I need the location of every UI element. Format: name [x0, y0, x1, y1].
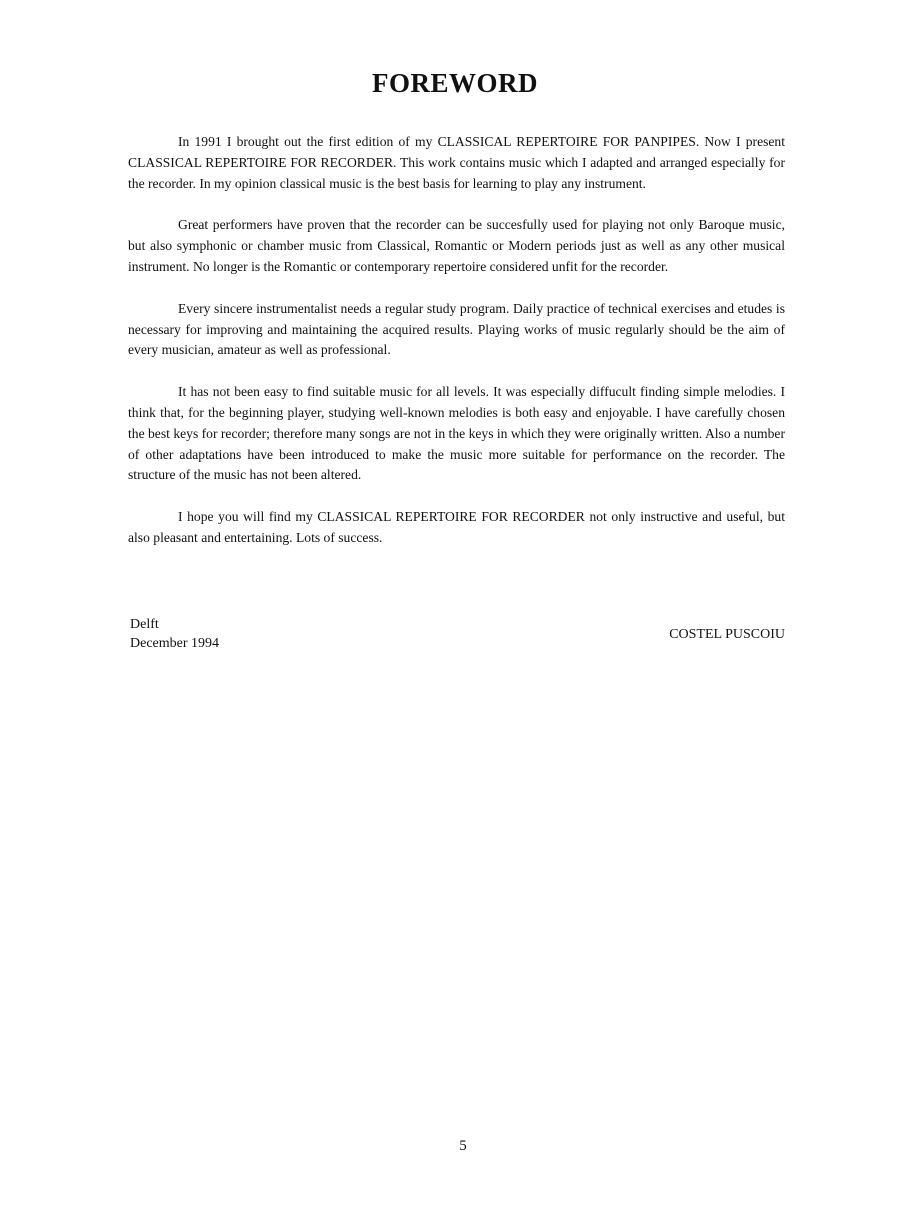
paragraph-3: Every sincere instrumentalist needs a regular study program. Daily practice of technical exercises and etudes is necessary for improving and maintaining the acquired results. Playing works of music regularly should be the aim of every musician, amateur as well as professional. — [128, 300, 785, 358]
page-title: FOREWORD — [372, 68, 538, 98]
page-number: 5 — [459, 1138, 467, 1154]
signature-date: December 1994 — [130, 636, 220, 651]
foreword-body — [128, 132, 785, 570]
signature-author: COSTEL PUSCOIU — [669, 627, 785, 642]
paragraph-1: In 1991 I brought out the first edition of my CLASSICAL REPERTOIRE FOR PANPIPES. Now I present CLASSICAL REPERTOIRE FOR RECORDER. This work contains music which I adapted and arranged especially for the recorder. In my opinion classical music is the best basis for learning to play any instrument. — [128, 134, 785, 191]
signature-place: Delft — [130, 617, 159, 632]
paragraph-5: I hope you will find my CLASSICAL REPERTOIRE FOR RECORDER not only instructive and useful, but also pleasant and entertaining. Lots of success. — [128, 509, 785, 545]
paragraph-4: It has not been easy to find suitable music for all levels. It was especially diffucult finding simple melodies. I think that, for the beginning player, studying well-known melodies is both easy and enjoyable. I have carefully chosen the best keys for recorder; therefore many songs are not in the keys in which they were originally written. Also a number of other adaptations have been introduced to make the music more suitable for performance on the recorder. The structure of the music has not been altered. — [128, 384, 785, 483]
paragraph-2: Great performers have proven that the recorder can be succesfully used for playing not only Baroque music, but also symphonic or chamber music from Classical, Romantic or Modern periods just as well as any other musical instrument. No longer is the Romantic or contemporary repertoire considered unfit for the recorder. — [128, 217, 785, 274]
signature-place-date — [130, 615, 219, 653]
